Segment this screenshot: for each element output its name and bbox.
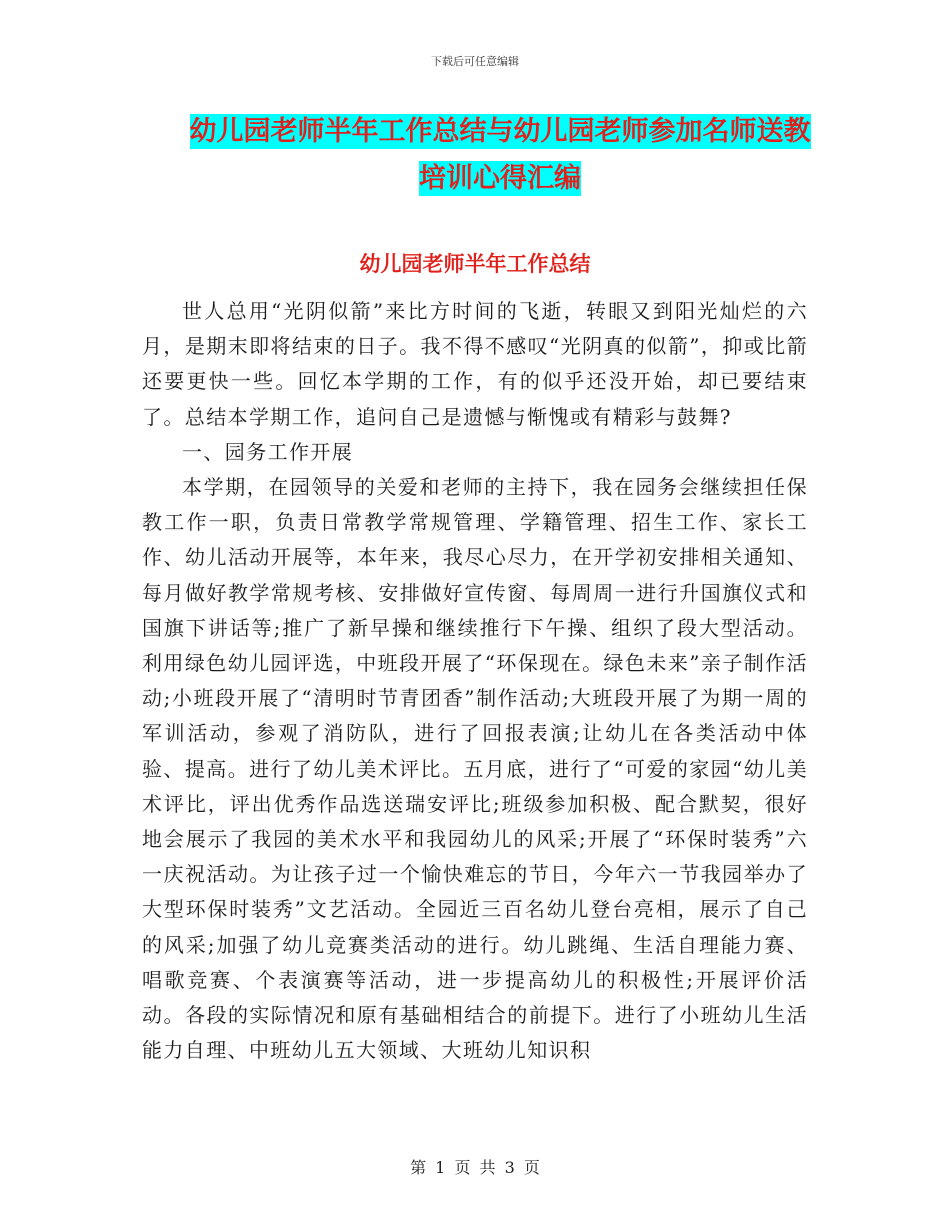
document-title-line-1: 幼儿园老师半年工作总结与幼儿园老师参加名师送教 bbox=[189, 116, 811, 147]
header-note: 下载后可任意编辑 bbox=[431, 55, 519, 68]
paragraph-work-details: 本学期，在园领导的关爱和老师的主持下，我在园务会继续担任保教工作一职，负责日常教学常规管理、学籍管理、招生工作、家长工作、幼儿活动开展等，本年来，我尽心尽力，在开学初安排相关通知、每月做好教学常规考核、安排做好宣传窗、每周周一进行升国旗仪式和国旗下讲话等;推广了新早操和继续推行下午操、组织了段大型活动。利用绿色幼儿园评选，中班段开展了“环保现在。绿色未来”亲子制作活动;小班段开展了“清明时节青团香”制作活动;大班段开展了为期一周的军训活动，参观了消防队，进行了回报表演;让幼儿在各类活动中体验、提高。进行了幼儿美术评比。五月底，进行了“可爱的家园“幼儿美术评比，评出优秀作品选送瑞安评比;班级参加积极、配合默契，很好地会展示了我园的美术水平和我园幼儿的风采;开展了“环保时装秀”六一庆祝活动。为让孩子过一个愉快难忘的节日，今年六一节我园举办了大型环保时装秀”文艺活动。全园近三百名幼儿登台亮相，展示了自己的风采;加强了幼儿竞赛类活动的进行。幼儿跳绳、生活自理能力赛、唱歌竞赛、个表演赛等活动，进一步提高幼儿的积极性;开展评价活动。各段的实际情况和原有基础相结合的前提下。进行了小班幼儿生活能力自理、中班幼儿五大领域、大班幼儿知识积 bbox=[142, 475, 808, 1063]
page-number: 第 1 页 共 3 页 bbox=[410, 1158, 540, 1177]
paragraph-heading-1: 一、园务工作开展 bbox=[182, 439, 354, 464]
section-title: 幼儿园老师半年工作总结 bbox=[359, 252, 591, 276]
document-body bbox=[142, 294, 808, 1068]
document-title bbox=[140, 108, 860, 202]
paragraph-intro: 世人总用“光阴似箭”来比方时间的飞逝，转眼又到阳光灿烂的六月，是期末即将结束的日子。我不得不感叹“光阴真的似箭”，抑或比箭还要更快一些。回忆本学期的工作，有的似乎还没开始，却已要结束了。总结本学期工作，追问自己是遗憾与惭愧或有精彩与鼓舞? bbox=[142, 299, 808, 429]
document-title-line-2: 培训心得汇编 bbox=[419, 163, 581, 194]
